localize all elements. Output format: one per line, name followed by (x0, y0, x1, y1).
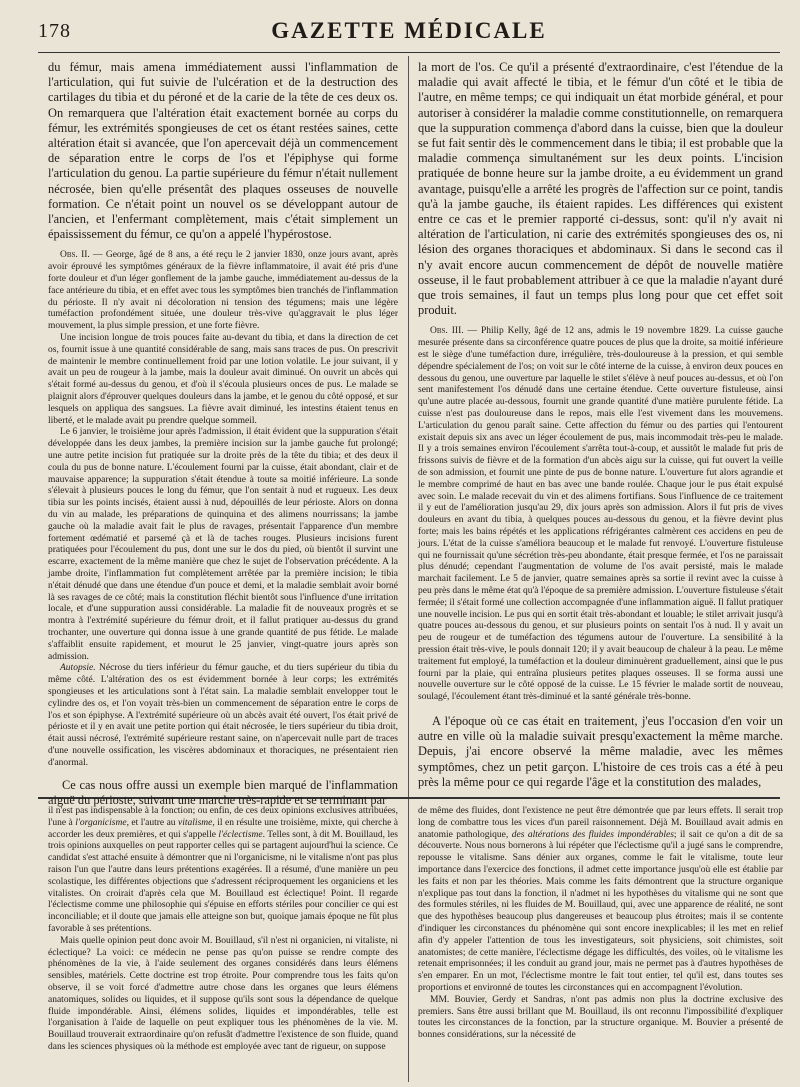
column-right-bottom (418, 806, 783, 1082)
paragraph (418, 806, 783, 995)
column-right-top (418, 60, 783, 790)
text-run: , et l'autre au (126, 817, 179, 828)
column-left-bottom (48, 806, 398, 1082)
text-run-italic: vitalisme (178, 817, 213, 828)
page-header (38, 18, 780, 46)
text-run: ; il sait ce qu'on a dit de sa découverte. Nous nous bornerons à lui répéter que l'éclectisme qu'il a jugé sans le comprendre, repousse le vitalisme. Sans dénier aux organes, comme le fait le vitalisme, toute leur importance dans l'exercice des fonctions, il admet cette importance jusqu'où elle est établie par les faits et non par les théories. Mais comme les faits démontrent que la structure organique n'explique pas tout dans la fonction, il n'admet ni les hypothèses du vitalisme qui ne sont que des formules stériles, ni les fluides de M. Bouillaud, qui, avec une apparence de réalité, ne sont que des hypothèses beaucoup plus dangereuses et beaucoup plus étroites; mais il se contente d'indiquer les circonstances du phénomène qui sont encore inexplicables; il les met en relief afin d'y appeler l'attention de tous les investigateurs, soit physiciens, soit chimistes, soit anatomistes; de cette manière, l'éclectisme dégage les difficultés, des voiles, où le vitalisme les retenait emprisonnées; il les conduit au grand jour, mais ne permet pas à d'autres hypothèses de s'en emparer. En un mot, l'éclectisme montre le fait tout entier, tel qu'il est, dans toutes ses proportions et environné de toutes les circonstances qui en accompagnent l'évolution. (418, 829, 783, 993)
paragraph: Le 6 janvier, le troisième jour après l'admission, il était évident que la suppuration s'était développée dans les deux jambes, la première incision sur la jambe gauche fut prolongé; une autre petite incision fut pratiquée sur la droite près de la tête du tibia; et des deux il coula du pus de bonne nature. L'écoulement fourni par la cuisse, était abondant, clair et de mauvaise apparence; la suppuration s'était étendue à toute sa moitié inférieure. La sonde s'élevait à plusieurs pouces le long du fémur, que l'on sentait à nud et rugueux. Les deux tibia sur les points incisés, étaient aussi à nud, dépouillés de leur périoste. Alors on donna du vin au malade, les préparations de quinquina et des alimens nourrissans; la jambe gauche où la maladie avait fait le plus de ravages, présentait l'apparence d'un membre fortement œdématié et parsemé çà et là de taches rouges. Plusieurs incisions furent pratiquées pour l'écoulement du pus, dont une sur le dos du pied, où bientôt il survint une escarre, exactement de la même manière que chez le sujet de l'observation précédente. A la jambe droite, l'inflammation fut complètement arrêtée par la première incision; le tibia n'était dénudé que dans une étendue d'un pouce et demi, et la maladie semblait avoir borné là ses ravages de ce côté; mais la constitution fléchit bientôt sous l'influence d'une irritation locale, et d'une suppuration aussi considérable. La maladie fit de nouveaux progrès et se montra à l'extrémité supérieure du fémur droit, et il fallut pratiquer au-dessus du grand trochanter, une ouverture qui donna issue à une grande quantité de pus fétide. Le malade s'affaiblit ensuite rapidement, et mourut le 25 janvier, vingt-quatre jours après son admission. (48, 427, 398, 662)
column-divider (408, 56, 409, 1082)
column-left-top (48, 60, 399, 807)
text-run-italic: l'organicisme (75, 817, 127, 828)
paragraph: Ce cas nous offre aussi un exemple bien marqué de l'inflammation aiguë du périoste, suivant une marche très-rapide et se terminant par (48, 777, 398, 807)
observation-text: — Philip Kelly, âgé de 12 ans, admis le 19 novembre 1829. La cuisse gauche mesurée présente dans sa circonférence quatre pouces de plus que la droite, sa moitié inférieure est le siège d'une tuméfaction dure, irrégulière, très-douloureuse à la pression, et qui semble dépendre spécialement de l'os; on voit sur le côté interne de la cuisse, à environ deux pouces en dessous du genou, une ouverture par laquelle le stilet s'élève à neuf pouces au-dessus, et où l'on sent manifestement l'os dénudé dans une certaine étendue. Cette ouverture fistuleuse, ainsi qu'une autre placée au-dessous, fournit une grande quantité d'une matière purulente fétide. La cuisse n'est pas douloureuse dans le repos, mais elle l'est vivement dans les mouvemens. L'articulation du genou paraît saine. Cette affection du fémur ou des parties qui l'entourent existait depuis six ans avec un léger écoulement de pus, mais incommodait très-peu le malade. Il y a trois semaines environ l'écoulement s'arrêta tout-à-coup, et aussitôt le malade fut pris de frissons suivis de fièvre et de la formation d'un abcès aigu sur la cuisse, qui fut ouvert la veille de son admission, et fournit une pinte de pus de bonne nature. L'ouverture fut alors agrandie et le membre comprimé de haut en bas avec une bande roulée. Chaque jour le pus était expulsé avec soin. Le malade recevait du vin et des alimens fortifians. Sous l'influence de ce traitement il y eut de l'amélioration jusqu'au 29, dix jours après son admission. Alors il fut pris de vives douleurs en avant du tibia, à quelques pouces au-dessous du genou, et la fièvre devint plus forte; mais les bains répétés et les applications réfrigérantes calmèrent ces accidens en peu de jours. L'état de la cuisse s'améliora beaucoup et le malade fut renvoyé. L'ouverture fistuleuse qui ne fournissait qu'une sécrétion très-peu abondante, était presque fermée, et l'os ne paraissait plus dénudé; cependant l'augmentation de volume de l'os avait persisté, mais le malade marchait facilement. Le 5 de janvier, quatre semaines après sa sortie il revint avec la cuisse à peu près dans le même état qu'à l'époque de sa première admission. L'ouverture fistuleuse s'était fermée; il s'était formé une collection accompagnée d'une inflammation aiguë. Il fallut pratiquer une nouvelle incision. Le pus qui en sortit était très-abondant et louable; le stilet arrivait jusqu'à quatre pouces au-dessous du genou, et sur plusieurs points on sentait l'os à nud. Il y avait un peu de rougeur et de tuméfaction des tégumens autour de l'ouverture. La sensibilité à la pression était très-vive, le pouls donnait 120; il y avait beaucoup de chaleur à la peau. Le même traitement fut employé, la tuméfaction et la douleur diminuèrent graduellement, ainsi que le pus fourni par la plaie, qui entraîna plusieurs petites plaques osseuses. Il se forma aussi une nouvelle ouverture sur le côté opposé de la cuisse. Le 15 février le malade sortit de nouveau, soulagé, l'écoulement étant très-diminué et la santé générale très-bonne. (418, 326, 783, 703)
observation-label: Obs. III. (430, 326, 464, 337)
text-run: il n'est pas indispensable à la fonction; ou enfin, de ces deux opinions exclusives attribuées, l'une à (48, 806, 398, 828)
text-run-italic: des altérations des fluides impondérables (511, 829, 674, 840)
paragraph: Mais quelle opinion peut donc avoir M. Bouillaud, s'il n'est ni organicien, ni vitaliste, ni éclectique? La voici: ce médecin ne pense pas qu'on puisse se rendre compte des phénomènes de la vie, à l'aide seulement des organes considérés dans leurs élémens sensibles, matériels. Cette doctrine est trop étroite. Pour comprendre tous les faits qu'on observe, il se voit forcé d'admettre autre chose dans les organes que leurs élémens anatomiques, solides ou liquides, et il suppose qu'ils sont sous la dépendance de quelque fluide impondérable. Ainsi, élémens solides, liquides et impondérables, telle est l'organisation à l'aide de laquelle on peut expliquer tous les phénomènes de la vie. M. Bouillaud trouverait extraordinaire qu'on refusât d'admettre l'existence de son fluide, quand dans les sciences physiques où la méthode est employée avec tant de rigueur, on suppose (48, 935, 398, 1052)
paragraph: Une incision longue de trois pouces faite au-devant du tibia, et dans la direction de cet os, fournit issue à une quantité considérable de sang, mais sans traces de pus. On prescrivit de maintenir le membre continuellement froid par une lotion volatile. Le jour suivant, il y avait un peu de rougeur à la jambe, mais la douleur avait diminué. On ouvrit un abcès qui s'était formé au-dessus du genou, et d'où il s'écoula plusieurs onces de pus. Le malade se plaignit alors d'éprouver quelques douleurs dans la jambe, et le genou du côté opposé, et sur lesquels on appliqua des sangsues. La fièvre avait diminué, les intestins étaient tenus en liberté, et le malade avait pu prendre quelque sommeil. (48, 333, 398, 426)
observation-3 (418, 326, 783, 704)
journal-title: GAZETTE MÉDICALE (271, 18, 547, 43)
autopsy-label: Autopsie. (60, 663, 96, 674)
observation-text: — George, âgé de 8 ans, a été reçu le 2 janvier 1830, onze jours avant, après avoir éprouvé les symptômes généraux de la fièvre inflammatoire, il avait été pris d'une forte douleur et d'un léger gonflement de la jambe gauche, immédiatement au-dessus de la face antérieure du tibia, et en effet avec tous les symptômes bien tranchés de l'inflammation du périoste. Il n'y avait ni décoloration ni tension des tégumens; mais une légère tuméfaction profondément située, une douleur très-vive qu'aggravait le plus léger mouvement, la plus simple pression, et une forte fièvre. (48, 250, 399, 332)
autopsy-text: Nécrose du tiers inférieur du fémur gauche, et du tiers supérieur du tibia du même côté. L'altération des os est évidemment bornée à leur corps; les extrémités spongieuses et les articulations sont à l'état sain. La maladie semblait envelopper tout le cylindre des os, et l'on voyait très-bien un commencement de séparation entre le corps de l'os et son épiphyse. A l'extrémité supérieure où un abcès avait été ouvert, l'os était privé de périoste et il y en avait une petite portion qui était nécrosée, le tiers supérieur du tibia droit, était aussi nécrosé, l'extrémité supérieure restant saine, on n'apercevait nulle part de traces d'une nouvelle ossification, les viscères abdominaux et thoraciques, ne présentaient rien d'anormal. (48, 663, 398, 768)
paragraph: du fémur, mais amena immédiatement aussi l'inflammation de l'articulation, qui fut suivie de l'ulcération et de la destruction des cartilages du tibia et du péroné et de la carie de la tête de ces deux os. On remarquera que l'altération était exactement bornée au corps du fémur, les extrémités spongieuses de cet os étant restées saines, cette altération était si avancée, que l'on apercevait déjà un commencement de séparation entre le corps de l'os et l'épiphyse qui forme l'articulation du genou. La partie supérieure du fémur n'était nullement nécrosée, bien qu'elle présentât des plaques osseuses de nouvelle formation. Ce n'était point un nouvel os se développant autour de l'ancien, et l'enfermant complètement, mais c'était simplement un épaississement du fémur, ce qu'on a appelé l'hypérostose. (48, 60, 398, 242)
paragraph: A l'époque où ce cas était en traitement, j'eus l'occasion d'en voir un autre en ville où la maladie suivait presqu'exactement la même marche. Depuis, j'ai encore observé la même maladie, avec les mêmes symptômes, chez un petit garçon. L'histoire de ces trois cas a été à peu près la même pour ce qui regarde l'âge et la constitution des malades, (418, 713, 783, 789)
text-run: . Telles sont, à dit M. Bouillaud, les trois opinions auxquelles on peut rapporter celles qui se partagent aujourd'hui la science. Ce candidat s'est attaché ensuite à démontrer que ni l'organicisme, ni le vitalisme n'ont pas plus raison l'un que l'autre dans leurs prétentions exagérées. Il a résumé, d'une manière un peu scolastique, les différentes objections que s'adressent réciproquement les organiciens et les vitalistes. On croirait d'après cela que M. Bouillaud est éclectique! Point. Il regarde l'éclectisme comme une philosophie qui s'épuise en efforts stériles pour concilier ce qui est inconciliable; et il doute que jamais elle atteigne son but, quoique jamais époque ne fût plus favorable à ses prétentions. (48, 829, 399, 934)
text-run: , il en résulte une troisième, mixte, qui cherche à accorder les deux premières, et qui s'appelle (48, 817, 398, 840)
page-number: 178 (38, 20, 71, 42)
text-run: de même des fluides, dont l'existence ne peut être démontrée que par leurs effets. Il serait trop long de combattre tous les vices d'un pareil raisonnement. Déjà M. Bouillaud avait admis en anatomie pathologique, (418, 806, 783, 840)
header-rule (38, 52, 780, 53)
paragraph: la mort de l'os. Ce qu'il a présenté d'extraordinaire, c'est l'étendue de la maladie qui avait affecté le tibia, et le fémur d'un côté et le tibia de l'autre, en même temps; ce qui indiquait un état morbide général, et pour autoriser à considérer la maladie comme constitutionnelle, on remarquera que la suppuration commença d'abord dans la cuisse, bien que la douleur se fut fait sentir dès le commencement dans le tibia; il est probable que la maladie commença simultanément sur les deux points. L'incision pratiquée de bonne heure sur la jambe droite, a eu évidemment un grand avantage, puisqu'elle a arrêté les progrès de l'affection sur ce point, tandis qu'à la jambe gauche, ils étaient rapides. Les différences qui existent entre ce cas et le premier rapporté ci-dessus, sont: qu'il n'y avait ni altération de l'articulation, ni carie des extrémités spongieuses des os, ni lésion des organes thoraciques et abdominaux. Si dans le second cas il n'y avait encore aucun commencement de dépôt de nouvelle matière osseuse, il le faut probablement attribuer à ce que la maladie n'ayant duré que trois semaines, il faut un temps plus long pour que cet effet soit produit. (418, 60, 783, 318)
paragraph (48, 806, 398, 936)
observation-2 (48, 250, 398, 333)
autopsy-paragraph (48, 663, 398, 769)
observation-label: Obs. II. (60, 250, 90, 261)
text-run-italic: l'éclectisme (218, 829, 263, 840)
paragraph: MM. Bouvier, Gerdy et Sandras, n'ont pas admis non plus la doctrine exclusive des premiers. Sans être aussi brillant que M. Bouillaud, ils ont reconnu l'impossibilité d'expliquer toutes les circonstances de la fonction, par la structure organique. M. Bouvier a présenté de bonnes considérations, sur la nécessité de (418, 994, 783, 1041)
